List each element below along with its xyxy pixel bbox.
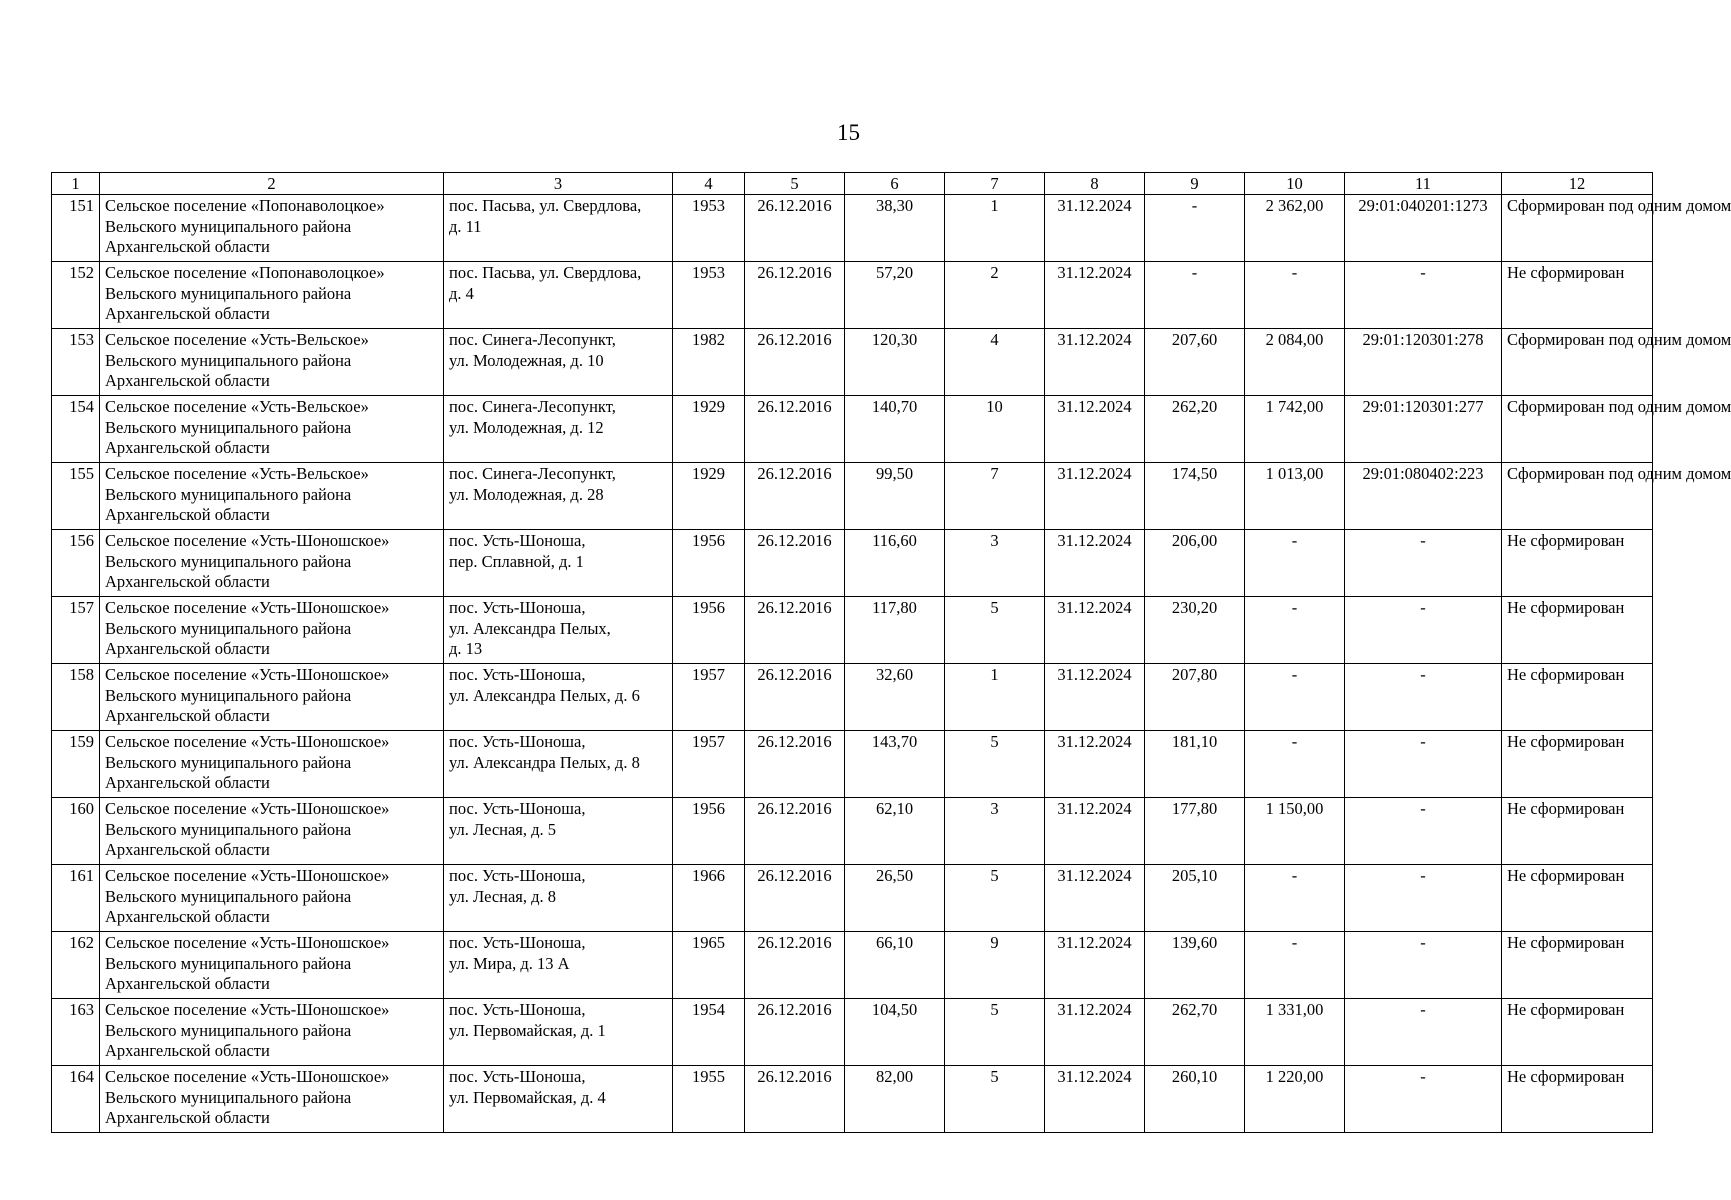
land-status: Не сформирован [1502,262,1653,329]
land-status: Сформирован под одним домом [1502,329,1653,396]
resettlement-deadline: 31.12.2024 [1045,195,1145,262]
column-9-value: 177,80 [1145,798,1245,865]
column-9-value: - [1145,195,1245,262]
land-area: - [1245,664,1345,731]
land-status: Сформирован под одним домом [1502,195,1653,262]
living-area: 38,30 [845,195,945,262]
column-header: 3 [444,173,673,195]
house-address: пос. Усть-Шоноша, ул. Мира, д. 13 А [444,932,673,999]
build-year: 1954 [673,999,745,1066]
house-address: пос. Усть-Шоноша, ул. Лесная, д. 8 [444,865,673,932]
column-header: 2 [100,173,444,195]
column-9-value: - [1145,262,1245,329]
cadastral-number: - [1345,932,1502,999]
recognition-date: 26.12.2016 [745,798,845,865]
land-area: - [1245,262,1345,329]
row-number: 152 [52,262,100,329]
living-area: 26,50 [845,865,945,932]
build-year: 1953 [673,262,745,329]
table-row [52,932,1653,999]
column-9-value: 260,10 [1145,1066,1245,1133]
house-address: пос. Синега-Лесопункт, ул. Молодежная, д. 10 [444,329,673,396]
resettlement-deadline: 31.12.2024 [1045,396,1145,463]
column-9-value: 207,80 [1145,664,1245,731]
column-number-row [52,173,1653,195]
land-status: Не сформирован [1502,1066,1653,1133]
settlement-name: Сельское поселение «Усть-Шоношское» Вельского муниципального района Архангельской области [100,597,444,664]
column-9-value: 206,00 [1145,530,1245,597]
land-area: - [1245,597,1345,664]
land-status: Не сформирован [1502,597,1653,664]
table-row [52,731,1653,798]
row-number: 155 [52,463,100,530]
living-area: 66,10 [845,932,945,999]
residents-count: 4 [945,329,1045,396]
table-body [52,173,1731,1133]
row-number: 161 [52,865,100,932]
cadastral-number: - [1345,597,1502,664]
land-status: Не сформирован [1502,865,1653,932]
table-row [52,865,1653,932]
cadastral-number: - [1345,865,1502,932]
build-year: 1956 [673,798,745,865]
build-year: 1966 [673,865,745,932]
settlement-name: Сельское поселение «Усть-Шоношское» Вельского муниципального района Архангельской области [100,530,444,597]
resettlement-deadline: 31.12.2024 [1045,530,1145,597]
land-status: Не сформирован [1502,999,1653,1066]
column-header: 10 [1245,173,1345,195]
row-number: 157 [52,597,100,664]
row-number: 151 [52,195,100,262]
recognition-date: 26.12.2016 [745,463,845,530]
cadastral-number: - [1345,731,1502,798]
column-header: 5 [745,173,845,195]
land-status: Не сформирован [1502,731,1653,798]
residents-count: 5 [945,1066,1045,1133]
resettlement-deadline: 31.12.2024 [1045,664,1145,731]
settlement-name: Сельское поселение «Усть-Шоношское» Вельского муниципального района Архангельской области [100,1066,444,1133]
column-9-value: 174,50 [1145,463,1245,530]
settlement-name: Сельское поселение «Попонаволоцкое» Вельского муниципального района Архангельской области [100,195,444,262]
living-area: 140,70 [845,396,945,463]
recognition-date: 26.12.2016 [745,932,845,999]
table-row [52,1066,1653,1133]
land-status: Не сформирован [1502,932,1653,999]
land-status: Сформирован под одним домом [1502,396,1653,463]
column-header: 7 [945,173,1045,195]
settlement-name: Сельское поселение «Усть-Шоношское» Вельского муниципального района Архангельской области [100,798,444,865]
table-row [52,798,1653,865]
living-area: 143,70 [845,731,945,798]
row-number: 159 [52,731,100,798]
house-address: пос. Усть-Шоноша, ул. Первомайская, д. 4 [444,1066,673,1133]
land-area: 2 362,00 [1245,195,1345,262]
house-address: пос. Пасьва, ул. Свердлова, д. 4 [444,262,673,329]
cadastral-number: 29:01:120301:277 [1345,396,1502,463]
recognition-date: 26.12.2016 [745,999,845,1066]
build-year: 1957 [673,664,745,731]
recognition-date: 26.12.2016 [745,664,845,731]
build-year: 1953 [673,195,745,262]
resettlement-deadline: 31.12.2024 [1045,1066,1145,1133]
settlement-name: Сельское поселение «Усть-Шоношское» Вельского муниципального района Архангельской области [100,731,444,798]
recognition-date: 26.12.2016 [745,865,845,932]
column-header: 8 [1045,173,1145,195]
residents-count: 5 [945,731,1045,798]
house-address: пос. Синега-Лесопункт, ул. Молодежная, д. 12 [444,396,673,463]
living-area: 120,30 [845,329,945,396]
land-area: - [1245,932,1345,999]
recognition-date: 26.12.2016 [745,530,845,597]
row-number: 156 [52,530,100,597]
living-area: 116,60 [845,530,945,597]
page-number: 15 [837,120,860,145]
column-9-value: 262,70 [1145,999,1245,1066]
table-row [52,664,1653,731]
land-area: - [1245,530,1345,597]
living-area: 99,50 [845,463,945,530]
recognition-date: 26.12.2016 [745,1066,845,1133]
living-area: 57,20 [845,262,945,329]
row-number: 162 [52,932,100,999]
settlement-name: Сельское поселение «Усть-Шоношское» Вельского муниципального района Архангельской области [100,999,444,1066]
land-area: 1 013,00 [1245,463,1345,530]
resettlement-deadline: 31.12.2024 [1045,463,1145,530]
settlement-name: Сельское поселение «Усть-Шоношское» Вельского муниципального района Архангельской области [100,865,444,932]
column-9-value: 207,60 [1145,329,1245,396]
land-area: 1 220,00 [1245,1066,1345,1133]
build-year: 1956 [673,530,745,597]
recognition-date: 26.12.2016 [745,396,845,463]
row-number: 158 [52,664,100,731]
cadastral-number: - [1345,999,1502,1066]
row-number: 153 [52,329,100,396]
land-area: - [1245,865,1345,932]
recognition-date: 26.12.2016 [745,731,845,798]
residents-count: 5 [945,999,1045,1066]
table-row [52,195,1653,262]
residents-count: 1 [945,664,1045,731]
living-area: 82,00 [845,1066,945,1133]
land-status: Не сформирован [1502,664,1653,731]
house-address: пос. Усть-Шоноша, пер. Сплавной, д. 1 [444,530,673,597]
land-area: - [1245,731,1345,798]
resettlement-deadline: 31.12.2024 [1045,329,1145,396]
house-address: пос. Усть-Шоноша, ул. Александра Пелых, д. 8 [444,731,673,798]
house-address: пос. Усть-Шоноша, ул. Первомайская, д. 1 [444,999,673,1066]
column-header: 4 [673,173,745,195]
residents-count: 10 [945,396,1045,463]
cadastral-number: 29:01:120301:278 [1345,329,1502,396]
row-number: 154 [52,396,100,463]
housing-registry-table [51,172,1731,1133]
residents-count: 5 [945,597,1045,664]
residents-count: 5 [945,865,1045,932]
residents-count: 7 [945,463,1045,530]
resettlement-deadline: 31.12.2024 [1045,597,1145,664]
land-status: Не сформирован [1502,798,1653,865]
build-year: 1955 [673,1066,745,1133]
settlement-name: Сельское поселение «Усть-Вельское» Вельского муниципального района Архангельской области [100,463,444,530]
column-header: 11 [1345,173,1502,195]
column-9-value: 262,20 [1145,396,1245,463]
living-area: 104,50 [845,999,945,1066]
recognition-date: 26.12.2016 [745,597,845,664]
residents-count: 9 [945,932,1045,999]
column-header: 1 [52,173,100,195]
table-row [52,530,1653,597]
resettlement-deadline: 31.12.2024 [1045,865,1145,932]
recognition-date: 26.12.2016 [745,262,845,329]
residents-count: 2 [945,262,1045,329]
row-number: 164 [52,1066,100,1133]
row-number: 163 [52,999,100,1066]
settlement-name: Сельское поселение «Усть-Вельское» Вельского муниципального района Архангельской области [100,329,444,396]
land-status: Не сформирован [1502,530,1653,597]
resettlement-deadline: 31.12.2024 [1045,999,1145,1066]
build-year: 1982 [673,329,745,396]
column-header: 9 [1145,173,1245,195]
land-area: 1 742,00 [1245,396,1345,463]
settlement-name: Сельское поселение «Попонаволоцкое» Вельского муниципального района Архангельской области [100,262,444,329]
resettlement-deadline: 31.12.2024 [1045,932,1145,999]
settlement-name: Сельское поселение «Усть-Шоношское» Вельского муниципального района Архангельской области [100,664,444,731]
table-row [52,597,1653,664]
build-year: 1965 [673,932,745,999]
table-row [52,396,1653,463]
table-row [52,329,1653,396]
column-9-value: 181,10 [1145,731,1245,798]
column-9-value: 139,60 [1145,932,1245,999]
column-header: 6 [845,173,945,195]
resettlement-deadline: 31.12.2024 [1045,798,1145,865]
build-year: 1957 [673,731,745,798]
land-status: Сформирован под одним домом [1502,463,1653,530]
residents-count: 3 [945,530,1045,597]
build-year: 1956 [673,597,745,664]
cadastral-number: - [1345,1066,1502,1133]
residents-count: 3 [945,798,1045,865]
land-area: 2 084,00 [1245,329,1345,396]
table-row [52,463,1653,530]
house-address: пос. Усть-Шоноша, ул. Александра Пелых, д. 6 [444,664,673,731]
settlement-name: Сельское поселение «Усть-Шоношское» Вельского муниципального района Архангельской области [100,932,444,999]
living-area: 32,60 [845,664,945,731]
land-area: 1 150,00 [1245,798,1345,865]
cadastral-number: - [1345,262,1502,329]
residents-count: 1 [945,195,1045,262]
house-address: пос. Усть-Шоноша, ул. Лесная, д. 5 [444,798,673,865]
house-address: пос. Синега-Лесопункт, ул. Молодежная, д. 28 [444,463,673,530]
column-9-value: 205,10 [1145,865,1245,932]
house-address: пос. Пасьва, ул. Свердлова, д. 11 [444,195,673,262]
build-year: 1929 [673,396,745,463]
row-number: 160 [52,798,100,865]
cadastral-number: 29:01:080402:223 [1345,463,1502,530]
resettlement-deadline: 31.12.2024 [1045,262,1145,329]
cadastral-number: - [1345,664,1502,731]
cadastral-number: 29:01:040201:1273 [1345,195,1502,262]
column-9-value: 230,20 [1145,597,1245,664]
living-area: 117,80 [845,597,945,664]
settlement-name: Сельское поселение «Усть-Вельское» Вельского муниципального района Архангельской области [100,396,444,463]
table-row [52,262,1653,329]
cadastral-number: - [1345,798,1502,865]
column-header: 12 [1502,173,1653,195]
resettlement-deadline: 31.12.2024 [1045,731,1145,798]
cadastral-number: - [1345,530,1502,597]
recognition-date: 26.12.2016 [745,195,845,262]
recognition-date: 26.12.2016 [745,329,845,396]
build-year: 1929 [673,463,745,530]
living-area: 62,10 [845,798,945,865]
table-row [52,999,1653,1066]
land-area: 1 331,00 [1245,999,1345,1066]
house-address: пос. Усть-Шоноша, ул. Александра Пелых, д. 13 [444,597,673,664]
